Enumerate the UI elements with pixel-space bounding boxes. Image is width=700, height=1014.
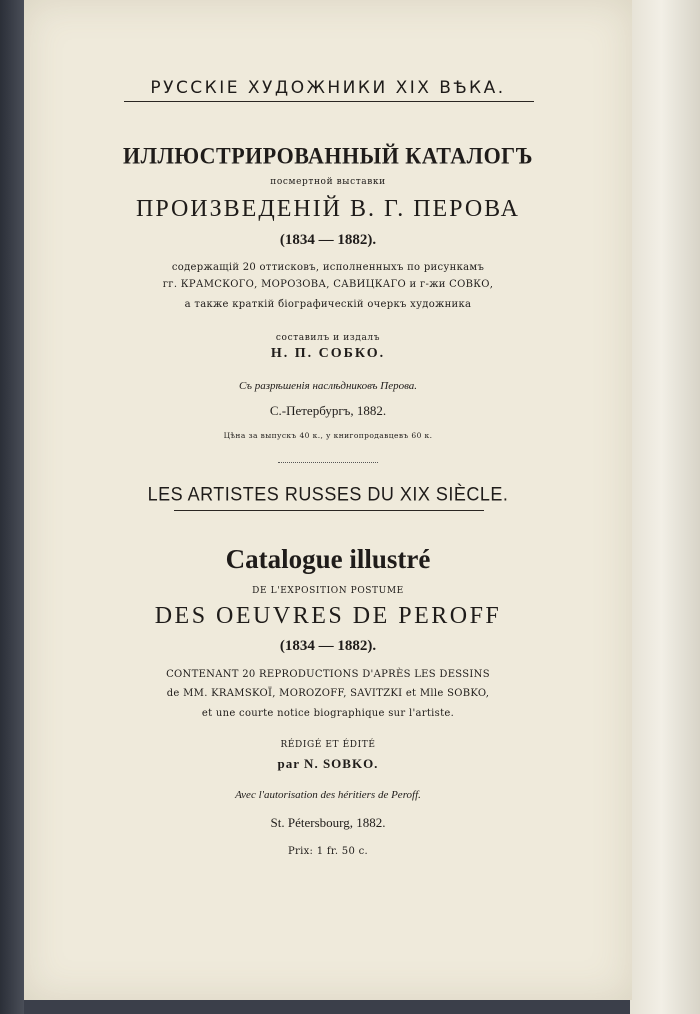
french-contents-line-1: CONTENANT 20 REPRODUCTIONS D'APRÈS LES DESSINS: [166, 669, 490, 680]
french-exhibition-line: DE L'EXPOSITION POSTUME: [252, 586, 404, 596]
russian-permission: Съ разрѣшенія наслѣдниковъ Перова.: [238, 380, 418, 392]
russian-contents-line-1: содержащій 20 оттисковъ, исполненныхъ по рисункамъ: [171, 262, 485, 273]
background-left: [0, 0, 24, 1014]
french-compiled-line: RÉDIGÉ ET ÉDITÉ: [280, 740, 376, 750]
french-contents-line-2: de MM. KRAMSKOÏ, MOROZOFF, SAVITZKI et Mlle SOBKO,: [166, 688, 490, 699]
russian-compiled-line: составилъ и издалъ: [275, 333, 381, 343]
russian-series-title: РУССКІЕ ХУДОЖНИКИ XIX ВѢКА.: [150, 78, 506, 98]
russian-author: Н. П. СОБКО.: [270, 346, 386, 361]
russian-years: (1834 — 1882).: [279, 232, 377, 248]
russian-contents-line-2: гг. КРАМСКОГО, МОРОЗОВА, САВИЦКАГО и г-жи СОВКО,: [162, 279, 494, 290]
title-page: [24, 0, 632, 1000]
french-author: par N. SOBKO.: [277, 756, 379, 771]
russian-works-title: ПРОИЗВЕДЕНІЙ В. Г. ПЕРОВА: [136, 196, 520, 222]
russian-series-underline: [124, 101, 534, 102]
russian-contents-line-3: а также краткій біографическій очеркъ художника: [184, 299, 472, 310]
french-contents-line-3: et une courte notice biographique sur l'artiste.: [201, 708, 455, 719]
russian-catalogue-title: ИЛЛЮСТРИРОВАННЫЙ КАТАЛОГЪ: [122, 142, 534, 169]
french-permission: Avec l'autorisation des héritiers de Peroff.: [235, 789, 421, 801]
french-price: Prix: 1 fr. 50 c.: [288, 846, 368, 857]
section-divider: [278, 462, 378, 463]
russian-place-date: С.-Петербургъ, 1882.: [269, 403, 387, 418]
french-series-underline: [174, 510, 484, 511]
russian-exhibition-line: посмертной выставки: [270, 177, 386, 187]
french-series-title: LES ARTISTES RUSSES DU XIX SIÈCLE.: [147, 482, 509, 505]
french-catalogue-title: Catalogue illustré: [225, 544, 431, 574]
french-works-title: DES OEUVRES DE PEROFF: [154, 603, 502, 629]
russian-price: Цѣна за выпускъ 40 к., у книгопродавцевъ 60 к.: [223, 431, 433, 440]
page-edge: [630, 0, 700, 1014]
french-years: (1834 — 1882).: [279, 638, 377, 654]
french-place-date: St. Pétersbourg, 1882.: [270, 815, 386, 830]
